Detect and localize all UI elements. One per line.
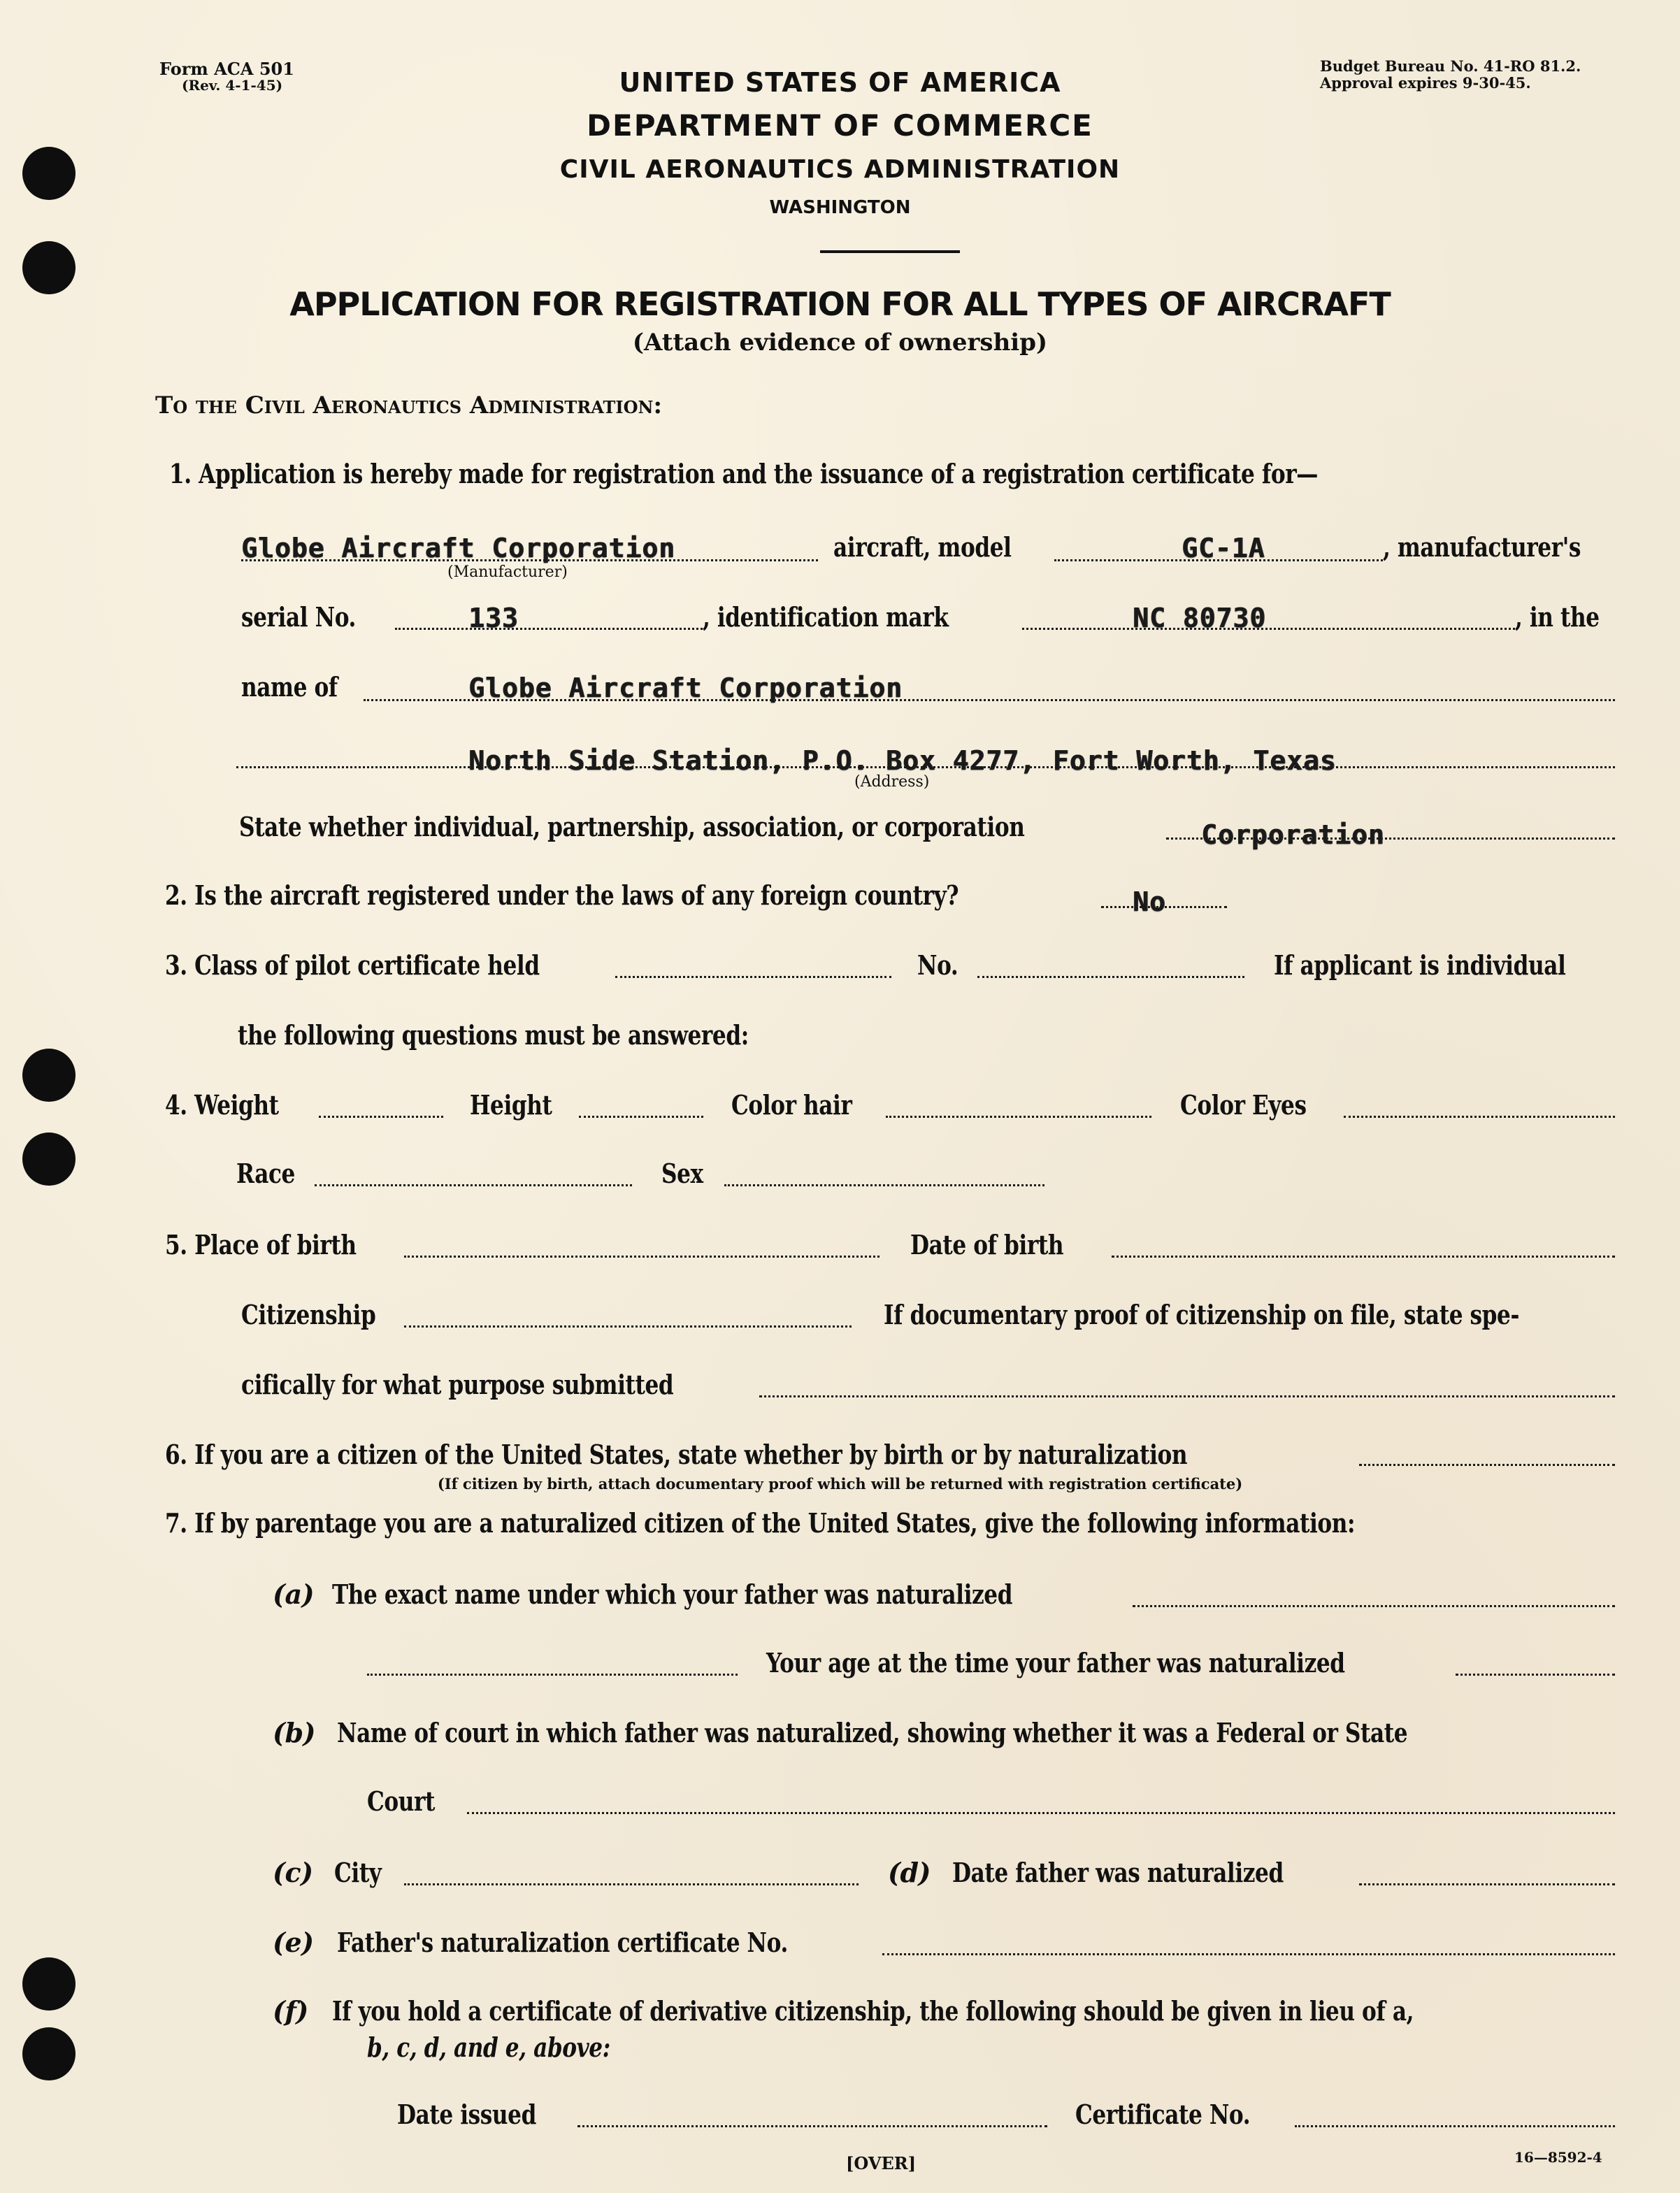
pilot-class-field[interactable] bbox=[615, 976, 891, 978]
certificate-no-field[interactable] bbox=[1295, 2125, 1615, 2127]
if-individual-label: If applicant is individual bbox=[1274, 949, 1566, 981]
q7b-label: Name of court in which father was naturalized, showing whether it was a Federal or State bbox=[337, 1717, 1408, 1748]
binder-hole-5 bbox=[22, 1957, 76, 2011]
q7b-marker: (b) bbox=[273, 1717, 316, 1748]
q7-text: 7. If by parentage you are a naturalized citizen of the United States, give the following information: bbox=[165, 1507, 1356, 1539]
q2-text: 2. Is the aircraft registered under the laws of any foreign country? bbox=[165, 879, 959, 911]
date-of-birth-field[interactable] bbox=[1112, 1256, 1615, 1258]
father-name-field[interactable] bbox=[1133, 1605, 1615, 1607]
form-subtitle: (Attach evidence of ownership) bbox=[632, 329, 1048, 357]
entity-type-label: State whether individual, partnership, association, or corporation bbox=[239, 811, 1025, 842]
citizenship-label: Citizenship bbox=[241, 1299, 376, 1330]
serial-field[interactable]: 133 bbox=[468, 603, 519, 633]
model-field[interactable]: GC-1A bbox=[1182, 533, 1265, 563]
date-of-birth-label: Date of birth bbox=[910, 1229, 1064, 1260]
serial-field-line bbox=[395, 628, 703, 630]
city-label: City bbox=[334, 1857, 382, 1888]
header-country: UNITED STATES OF AMERICA bbox=[619, 67, 1061, 98]
q7f-marker: (f) bbox=[273, 1995, 308, 2027]
print-code: 16—8592-4 bbox=[1514, 2149, 1602, 2166]
father-name-field-cont[interactable] bbox=[367, 1674, 738, 1676]
in-the-label: , in the bbox=[1515, 601, 1600, 633]
color-eyes-label: Color Eyes bbox=[1180, 1089, 1307, 1121]
court-label: Court bbox=[367, 1785, 436, 1817]
name-of-label: name of bbox=[241, 671, 338, 703]
color-hair-label: Color hair bbox=[731, 1089, 852, 1121]
naturalization-cert-field[interactable] bbox=[882, 1953, 1615, 1955]
q7a-marker: (a) bbox=[273, 1579, 315, 1610]
sex-field[interactable] bbox=[724, 1184, 1044, 1186]
court-field[interactable] bbox=[467, 1812, 1615, 1814]
city-field[interactable] bbox=[404, 1883, 859, 1885]
manufacturer-caption: (Manufacturer) bbox=[447, 563, 568, 581]
form-id: Form ACA 501 bbox=[159, 59, 294, 79]
race-field[interactable] bbox=[315, 1184, 632, 1186]
salutation: To the Civil Aeronautics Administration: bbox=[155, 391, 662, 419]
following-questions-label: the following questions must be answered: bbox=[238, 1019, 749, 1051]
weight-field[interactable] bbox=[319, 1116, 443, 1118]
pilot-no-label: No. bbox=[917, 949, 959, 981]
serial-label: serial No. bbox=[241, 601, 356, 633]
address-field[interactable]: North Side Station, P.O. Box 4277, Fort Worth, Texas bbox=[468, 745, 1337, 776]
derivative-citizenship-label: If you hold a certificate of derivative citizenship, the following should be given in lieu of a, bbox=[332, 1995, 1414, 2027]
race-label: Race bbox=[236, 1158, 295, 1189]
derivative-citizenship-label-2: b, c, d, and e, above: bbox=[367, 2032, 610, 2063]
purpose-label: cifically for what purpose submitted bbox=[241, 1369, 674, 1400]
age-at-naturalization-field[interactable] bbox=[1456, 1674, 1615, 1676]
weight-label: 4. Weight bbox=[165, 1089, 279, 1121]
place-of-birth-label: 5. Place of birth bbox=[165, 1229, 357, 1260]
purpose-field[interactable] bbox=[759, 1395, 1615, 1397]
form-title: APPLICATION FOR REGISTRATION FOR ALL TYPES OF AIRCRAFT bbox=[289, 285, 1391, 323]
binder-hole-4 bbox=[22, 1133, 76, 1186]
q7c-marker: (c) bbox=[273, 1857, 313, 1888]
address-caption: (Address) bbox=[854, 773, 930, 791]
pilot-no-field[interactable] bbox=[977, 976, 1244, 978]
citizenship-field[interactable] bbox=[404, 1325, 852, 1328]
ident-label: , identification mark bbox=[703, 601, 949, 633]
ident-field-line bbox=[1022, 628, 1515, 630]
header-department: DEPARTMENT OF COMMERCE bbox=[587, 108, 1093, 143]
q6-text: 6. If you are a citizen of the United States, state whether by birth or by naturalization bbox=[165, 1439, 1188, 1470]
color-eyes-field[interactable] bbox=[1344, 1116, 1615, 1118]
header-city: WASHINGTON bbox=[769, 197, 911, 218]
header-agency: CIVIL AERONAUTICS ADMINISTRATION bbox=[559, 155, 1121, 184]
height-label: Height bbox=[470, 1089, 552, 1121]
date-naturalized-field[interactable] bbox=[1359, 1883, 1615, 1885]
certificate-no-label: Certificate No. bbox=[1075, 2099, 1251, 2130]
approval-expires: Approval expires 9-30-45. bbox=[1320, 74, 1531, 92]
foreign-reg-field[interactable]: No bbox=[1133, 886, 1166, 917]
q7a-label: The exact name under which your father was naturalized bbox=[332, 1579, 1013, 1610]
manufacturers-label: , manufacturer's bbox=[1383, 531, 1581, 563]
sex-label: Sex bbox=[661, 1158, 703, 1189]
place-of-birth-field[interactable] bbox=[404, 1256, 880, 1258]
q7e-marker: (e) bbox=[273, 1927, 314, 1958]
documentary-proof-label: If documentary proof of citizenship on file, state spe- bbox=[884, 1299, 1519, 1330]
age-at-naturalization-label: Your age at the time your father was naturalized bbox=[766, 1647, 1345, 1678]
date-naturalized-label: Date father was naturalized bbox=[952, 1857, 1284, 1888]
q7d-marker: (d) bbox=[888, 1857, 931, 1888]
aircraft-model-label: aircraft, model bbox=[833, 531, 1012, 563]
form-rev: (Rev. 4-1-45) bbox=[182, 77, 283, 94]
budget-bureau: Budget Bureau No. 41-RO 81.2. bbox=[1320, 57, 1581, 75]
height-field[interactable] bbox=[579, 1116, 703, 1118]
q6-note: (If citizen by birth, attach documentary proof which will be returned with registration certificate) bbox=[437, 1475, 1243, 1493]
date-issued-field[interactable] bbox=[577, 2125, 1047, 2127]
color-hair-field[interactable] bbox=[886, 1116, 1151, 1118]
q3-text: 3. Class of pilot certificate held bbox=[165, 949, 540, 981]
binder-hole-6 bbox=[22, 2027, 76, 2080]
manufacturer-field[interactable]: Globe Aircraft Corporation bbox=[241, 533, 675, 563]
over-marker: [OVER] bbox=[846, 2153, 917, 2173]
binder-hole-3 bbox=[22, 1049, 76, 1102]
naturalization-cert-label: Father's naturalization certificate No. bbox=[337, 1927, 788, 1958]
owner-name-field[interactable]: Globe Aircraft Corporation bbox=[468, 673, 903, 703]
birth-or-naturalization-field[interactable] bbox=[1359, 1464, 1615, 1466]
entity-type-field[interactable]: Corporation bbox=[1201, 819, 1385, 850]
header-rule bbox=[820, 250, 960, 253]
q1-text: 1. Application is hereby made for registration and the issuance of a registration certificate for— bbox=[169, 458, 1318, 489]
ident-field[interactable]: NC 80730 bbox=[1133, 603, 1267, 633]
date-issued-label: Date issued bbox=[397, 2099, 536, 2130]
